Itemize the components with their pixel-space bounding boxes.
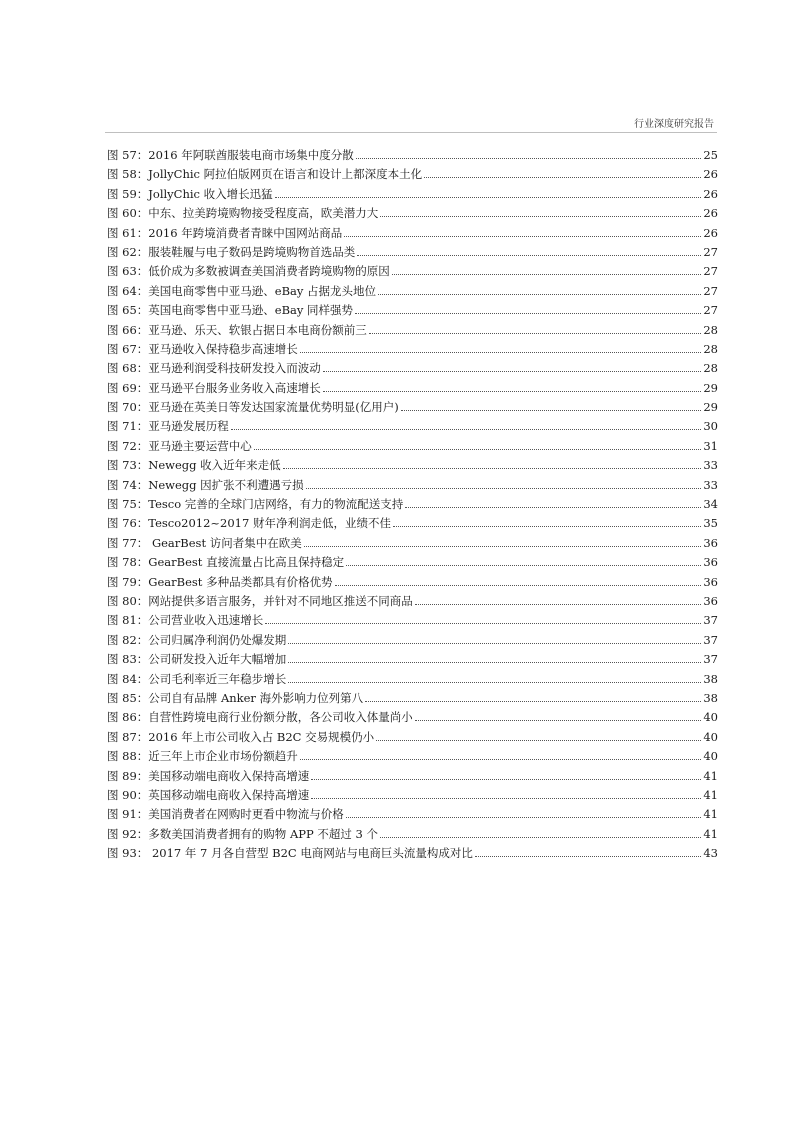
dot-leader xyxy=(288,643,701,644)
figure-list-item[interactable] xyxy=(107,146,718,165)
figure-caption: 图 66：亚马逊、乐天、软银占据日本电商份额前三 xyxy=(107,322,367,337)
figure-list-item[interactable] xyxy=(107,534,718,553)
figure-caption: 图 61：2016 年跨境消费者青睐中国网站商品 xyxy=(107,225,343,240)
figure-caption: 图 72：亚马逊主要运营中心 xyxy=(107,438,252,453)
figure-list xyxy=(107,146,718,863)
figure-caption: 图 68：亚马逊利润受科技研发投入而波动 xyxy=(107,361,321,376)
dot-leader xyxy=(323,391,702,392)
page-number: 30 xyxy=(703,419,718,434)
dot-leader xyxy=(283,468,702,469)
figure-list-item[interactable] xyxy=(107,573,718,592)
dot-leader xyxy=(357,255,701,256)
figure-list-item[interactable] xyxy=(107,417,718,436)
figure-caption: 图 79：GearBest 多种品类都具有价格优势 xyxy=(107,574,333,589)
page-number: 36 xyxy=(703,555,718,570)
figure-list-item[interactable] xyxy=(107,359,718,378)
figure-list-item[interactable] xyxy=(107,204,718,223)
dot-leader xyxy=(376,740,701,741)
dot-leader xyxy=(288,662,701,663)
page-number: 27 xyxy=(703,244,718,259)
page-number: 40 xyxy=(703,710,718,725)
figure-list-item[interactable] xyxy=(107,224,718,243)
dot-leader xyxy=(344,236,701,237)
figure-list-item[interactable] xyxy=(107,495,718,514)
dot-leader xyxy=(300,352,702,353)
dot-leader xyxy=(323,371,702,372)
figure-caption: 图 89：美国移动端电商收入保持高增速 xyxy=(107,768,310,783)
figure-caption: 图 59：JollyChic 收入增长迅猛 xyxy=(107,186,273,201)
figure-list-item[interactable] xyxy=(107,747,718,766)
figure-list-item[interactable] xyxy=(107,514,718,533)
figure-caption: 图 57：2016 年阿联酋服装电商市场集中度分散 xyxy=(107,148,354,162)
page-number: 36 xyxy=(703,535,718,550)
report-type-header: 行业深度研究报告 xyxy=(634,119,714,130)
figure-caption: 图 87：2016 年上市公司收入占 B2C 交易规模仍小 xyxy=(107,729,375,744)
dot-leader xyxy=(335,585,702,586)
dot-leader xyxy=(254,449,702,450)
figure-caption: 图 84：公司毛利率近三年稳步增长 xyxy=(107,671,287,686)
figure-caption: 图 86：自营性跨境电商行业份额分散，各公司收入体量尚小 xyxy=(107,710,413,725)
header-divider xyxy=(105,132,717,133)
figure-list-item[interactable] xyxy=(107,165,718,184)
figure-caption: 图 67：亚马逊收入保持稳步高速增长 xyxy=(107,341,298,356)
page-number: 31 xyxy=(703,438,718,453)
page-number: 29 xyxy=(703,400,718,415)
dot-leader xyxy=(275,197,702,198)
dot-leader xyxy=(392,274,702,275)
figure-list-item[interactable] xyxy=(107,398,718,417)
figure-list-item[interactable] xyxy=(107,728,718,747)
figure-caption: 图 92：多数美国消费者拥有的购物 APP 不超过 3 个 xyxy=(107,826,379,841)
figure-caption: 图 76：Tesco2012~2017 财年净利润走低，业绩不佳 xyxy=(107,516,391,531)
figure-caption: 图 74：Newegg 因扩张不利遭遇亏损 xyxy=(107,477,304,492)
page-number: 36 xyxy=(703,574,718,589)
dot-leader xyxy=(306,488,702,489)
page-number: 28 xyxy=(703,322,718,337)
figure-caption: 图 93： 2017 年 7 月各自营型 B2C 电商网站与电商巨头流量构成对比 xyxy=(107,846,473,861)
figure-list-item[interactable] xyxy=(107,321,718,340)
page-number: 38 xyxy=(703,690,718,705)
page-number: 27 xyxy=(703,264,718,279)
figure-caption: 图 71：亚马逊发展历程 xyxy=(107,419,229,434)
dot-leader xyxy=(378,294,701,295)
page-number: 40 xyxy=(703,749,718,764)
figure-list-item[interactable] xyxy=(107,262,718,281)
dot-leader xyxy=(346,565,701,566)
figure-caption: 图 91：美国消费者在网购时更看中物流与价格 xyxy=(107,807,344,822)
dot-leader xyxy=(393,526,701,527)
page-number: 35 xyxy=(703,516,718,531)
page-number: 41 xyxy=(703,826,718,841)
figure-caption: 图 88：近三年上市企业市场份额趋升 xyxy=(107,749,298,764)
page-number: 26 xyxy=(703,186,718,201)
dot-leader xyxy=(369,333,702,334)
page-number: 26 xyxy=(703,225,718,240)
figure-caption: 图 62：服装鞋履与电子数码是跨境购物首选品类 xyxy=(107,244,356,259)
dot-leader xyxy=(304,546,702,547)
figure-caption: 图 70：亚马逊在英美日等发达国家流量优势明显(亿用户) xyxy=(107,400,399,415)
dot-leader xyxy=(415,720,702,721)
figure-caption: 图 65：英国电商零售中亚马逊、eBay 同样强势 xyxy=(107,303,354,318)
dot-leader xyxy=(424,177,701,178)
page-number: 28 xyxy=(703,361,718,376)
figure-list-item[interactable] xyxy=(107,592,718,611)
page-number: 26 xyxy=(703,167,718,182)
figure-caption: 图 73：Newegg 收入近年来走低 xyxy=(107,458,281,473)
page-number: 33 xyxy=(703,477,718,492)
dot-leader xyxy=(265,623,701,624)
figure-list-item[interactable] xyxy=(107,631,718,650)
page-number: 41 xyxy=(703,787,718,802)
page-number: 36 xyxy=(703,593,718,608)
page-number: 40 xyxy=(703,729,718,744)
dot-leader xyxy=(288,682,701,683)
dot-leader xyxy=(380,837,701,838)
figure-caption: 图 81：公司营业收入迅速增长 xyxy=(107,613,264,628)
figure-list-item[interactable] xyxy=(107,476,718,495)
figure-caption: 图 90：英国移动端电商收入保持高增速 xyxy=(107,787,310,802)
figure-list-item[interactable] xyxy=(107,437,718,456)
dot-leader xyxy=(380,216,701,217)
figure-caption: 图 77： GearBest 访问者集中在欧美 xyxy=(107,535,302,550)
dot-leader xyxy=(311,798,701,799)
figure-list-item[interactable] xyxy=(107,650,718,669)
page-number: 29 xyxy=(703,380,718,395)
figure-caption: 图 78：GearBest 直接流量占比高且保持稳定 xyxy=(107,555,345,570)
page-number: 27 xyxy=(703,283,718,298)
figure-list-item[interactable] xyxy=(107,243,718,262)
page-number: 25 xyxy=(703,148,718,162)
figure-list-item[interactable] xyxy=(107,379,718,398)
figure-caption: 图 58：JollyChic 阿拉伯版网页在语言和设计上都深度本土化 xyxy=(107,167,423,182)
figure-caption: 图 69：亚马逊平台服务业务收入高速增长 xyxy=(107,380,321,395)
figure-list-item[interactable] xyxy=(107,282,718,301)
page-number: 33 xyxy=(703,458,718,473)
page-number: 37 xyxy=(703,613,718,628)
figure-list-item[interactable] xyxy=(107,553,718,572)
figure-caption: 图 80：网站提供多语言服务，并针对不同地区推送不同商品 xyxy=(107,593,413,608)
dot-leader xyxy=(311,779,701,780)
figure-list-item[interactable] xyxy=(107,844,718,863)
page-number: 37 xyxy=(703,652,718,667)
figure-caption: 图 85：公司自有品牌 Anker 海外影响力位列第八 xyxy=(107,690,364,705)
page-number: 38 xyxy=(703,671,718,686)
figure-list-item[interactable] xyxy=(107,611,718,630)
figure-caption: 图 82：公司归属净利润仍处爆发期 xyxy=(107,632,287,647)
figure-list-item[interactable] xyxy=(107,185,718,204)
figure-list-item[interactable] xyxy=(107,767,718,786)
dot-leader xyxy=(300,759,702,760)
dot-leader xyxy=(405,507,701,508)
figure-caption: 图 63：低价成为多数被调查美国消费者跨境购物的原因 xyxy=(107,264,390,279)
figure-list-item[interactable] xyxy=(107,805,718,824)
dot-leader xyxy=(346,817,702,818)
page-number: 37 xyxy=(703,632,718,647)
figure-list-item[interactable] xyxy=(107,456,718,475)
figure-caption: 图 64：美国电商零售中亚马逊、eBay 占据龙头地位 xyxy=(107,283,377,298)
figure-caption: 图 83：公司研发投入近年大幅增加 xyxy=(107,652,287,667)
page-number: 26 xyxy=(703,206,718,221)
figure-list-item[interactable] xyxy=(107,340,718,359)
dot-leader xyxy=(356,158,702,159)
figure-caption: 图 60：中东、拉美跨境购物接受程度高，欧美潜力大 xyxy=(107,206,379,221)
dot-leader xyxy=(475,856,701,857)
figure-list-item[interactable] xyxy=(107,786,718,805)
figure-list-item[interactable] xyxy=(107,708,718,727)
figure-list-item[interactable] xyxy=(107,670,718,689)
dot-leader xyxy=(231,429,702,430)
figure-list-item[interactable] xyxy=(107,301,718,320)
figure-list-item[interactable] xyxy=(107,689,718,708)
page-number: 41 xyxy=(703,768,718,783)
dot-leader xyxy=(415,604,702,605)
dot-leader xyxy=(401,410,702,411)
page-number: 28 xyxy=(703,341,718,356)
page-number: 27 xyxy=(703,303,718,318)
page-number: 34 xyxy=(703,497,718,512)
page-number: 41 xyxy=(703,807,718,822)
figure-list-item[interactable] xyxy=(107,825,718,844)
page-number: 43 xyxy=(703,846,718,861)
figure-caption: 图 75：Tesco 完善的全球门店网络，有力的物流配送支持 xyxy=(107,497,404,512)
dot-leader xyxy=(355,313,701,314)
dot-leader xyxy=(365,701,701,702)
